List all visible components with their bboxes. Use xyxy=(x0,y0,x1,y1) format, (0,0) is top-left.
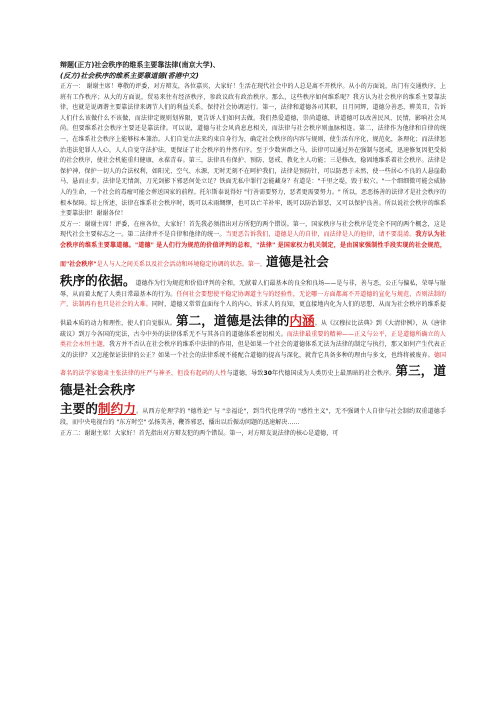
point-two-highlight-2: 德国著名的法学家德肃主张法律的庄严与神圣，但没有起码的人性 xyxy=(60,351,446,378)
point-two-end-2: 年代德国成为人类历史上最黑暗的社会秩序。 xyxy=(271,370,396,378)
title-affirmative: 辩题(正方)社会秩序的维系主要靠法律(南京大学)、 xyxy=(60,61,220,69)
point-two-end: 与道德，导致 xyxy=(226,370,264,378)
title-negative: (反方)社会秩序的维系主要靠道德(香港中文) xyxy=(60,72,199,80)
decade-number: 30 xyxy=(263,370,272,378)
point-three-keyword: 制约力 xyxy=(98,401,137,417)
point-one-tail: 同时，道德又常常直面每个人的内心，诉求人的良知，更直接地内化为人们的思想，从而为社会秩序的维系提供最本质的动力和理性，使人们自觉服从。 xyxy=(60,301,446,327)
negative-highlight: 当更恶告诉我们，道德是人的自律，而法律是人的他律，请不要混淆。 xyxy=(225,231,416,239)
point-one-heading-cont: 秩序的依据。 xyxy=(60,272,136,288)
negative-intro: 反方一：谢谢主席！评委，在座各位，大家好！首先我必须指出对方所犯的两个错误。第一，国家秩序与社会秩序是完全不同的两个概念，这是现代社会主要标志之一。第二法律并不是自律和他律的统一。 xyxy=(60,220,446,239)
document-body xyxy=(60,60,446,440)
point-one-heading: 道德是社会 xyxy=(266,253,329,269)
point-one-text: 道德作为行为规范和价值评判的全和，无献着人们最基本的良全和良场——是与非，善与恶，公正与偏私，荣辱与耻辱，从而着太配了人类日常最基本的行为。 xyxy=(60,279,446,298)
definition-law: "法律" 是国家权力机关制定，是由国家强制性手段实现的社会规范，而 xyxy=(60,241,446,268)
definition-social-order: "社会秩序" xyxy=(66,260,97,268)
negative-thesis: 我方认为社会秩序的维系主要靠道德。 xyxy=(60,231,446,249)
affirmative-second-speech: 正方二：谢谢主席！大家好！首先指出对方辩友犯的两个错误。第一，对方辩友说法律的核心是道德，可 xyxy=(60,430,339,438)
point-two-keyword: 内涵 xyxy=(289,312,315,328)
negative-first-speech xyxy=(60,220,446,429)
definition-morality: "道德" 是人们行为规范的价值评判的总和， xyxy=(134,241,257,249)
point-two-text: 。从《汉穆拉比法典》到《大清律例》，从《唐律疏议》到万今各国的宪法，古今中外的法律体系无不与其各自的道德体系密切相关。 xyxy=(60,319,447,338)
point-two-tail: 我方并不否认在社会秩序的维系中法律的作用，但是如果一个社会的道德体系无法为法律的制定与执行，那又如何产生代表正义的法律？又怎能保证法律的公正？如果一个社会的法律系统不能配合道德的提高与深化，就背它具备多种的理由与多文，也终将被废弃。 xyxy=(60,341,446,359)
definition-social-order-text: 是人与人之间关系以及社会活动和环境稳定协调的状态。第一， xyxy=(96,260,267,268)
point-two-highlight: 而法律最重要的精神——正义与公平，正是道德所确立的人类社会永恒主题， xyxy=(60,330,446,349)
point-two-heading: 第二，道德是法律的 xyxy=(176,312,290,328)
point-one-highlight: 任何社会要想使平稳定协调道主与的经验性，无论哪一方面都离不开道德的宣化与规范，否则法制的产，法制再有也只是社会的大难。 xyxy=(60,290,446,309)
point-three-heading: 第三，道德是社会秩序 xyxy=(60,363,446,398)
affirmative-first-speech: 正方一： 谢谢主席！尊敬的评委，对方辩友，各位嘉宾，大家好！生活在现代社会中的人总是离不开秩序。从小的方面说，出门有交通秩序，上班有工作秩序；从大的方面说，贸易来往有经济秩序，参政议政有政治秩序。那么，这些秩序如何维系呢？我方认为社会秩序的维系主要靠法律，也就是说调谐主要靠法律来调节人们的利益关系，保持社会协调运行。第一，法律和道德各司其职，日月同辉，道德分善恶，辨美丑，告诉人们什么该做什么不该做，而法律定规则划界限，更告诉人们如何去做。我们热爱道德，崇尚道德，讲道德可以改善民风、民情，影响社会风尚。但要维系社会秩序主要还是靠法律。可以说，道德与社会风尚息息相关，而法律与社会秩序则血脉相连。第二，法律作为他律和自律的统一，在维系社会秩序上能够标本兼治。人们自觉立法来约束自身行为，确定社会秩序的内容与规则，使生活有序化，规范化，条理化；而法律惩治违法犯罪人人心，人人自觉守法护法，更保证了社会秩序的井然有序。至于少数害群之马，法律可以通过外在强制与惩戒，迅速修复因犯受损的社会秩序，使社会机能重归健康，永葆青春。第三，法律具有保护、预防、惩戒、教化主人功能；三是修改，稳固地维系着社会秩序。法律是保护神，保护一切人的合法权利，如阳光、空气、水源，无时无刻不在呵护我们，法律是预防针，可以防患于未然，使一些居心不良的人悬崖勒马，悬而止步。法律是无情剑，刀光剑影下邪恶何处立足？铁面无私中罪行怎能藏身？有道是："千里之堤，毁于蚁穴。"一个细细微可能会威胁人的生命，一个社会的毒瘤可能会葬送国家的前程。托尔斯泰说得好 "行善需要努力，恶者更需要努力。" 所以，恶恶扬善的法律才是社会秩序的根本保障。综上所述，法律在维系社会秩序时，既可以未雨绸缪，也可以亡羊补牢，既可以防治罪恶，又可以保护良善。所以说社会秩序的维系主要靠法律！谢谢各位！ xyxy=(60,83,446,218)
point-three-heading-cont: 主要的 xyxy=(60,401,99,417)
point-three-text: 。从西方伦理学的 "德性论" 与 "幸福论"，到当代伦理学的 "感性主义"，无不强调个人自律与社会制约双重道德手段，而中央电视台的 "东方时空" 弘扬美善，鞭答邪恶，播出以后振动问题的迅速解决…… xyxy=(60,408,447,427)
